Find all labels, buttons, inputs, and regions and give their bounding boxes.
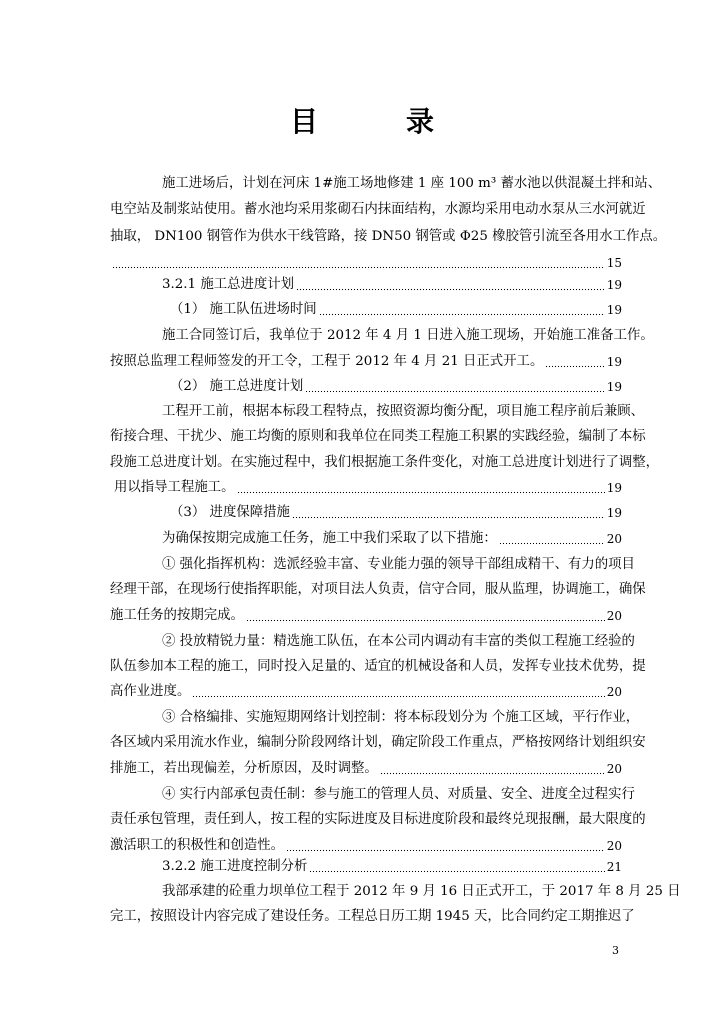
- toc-line: ② 投放精锐力量：精选施工队伍，在本公司内调动有丰富的类似工程施工经验的: [162, 634, 635, 649]
- toc-line: 队伍参加本工程的施工，同时投入足量的、适宜的机械设备和人员，发挥专业技术优势，提: [110, 659, 646, 674]
- toc-line: 电空站及制浆站使用。蓄水池均采用浆砌石内抹面结构，水源均采用电动水泵从三水河就近: [110, 202, 646, 217]
- toc-line: 段施工总进度计划。在实施过程中，我们根据施工条件变化，对施工总进度计划进行了调整，: [110, 455, 660, 470]
- toc-line: 各区域内采用流水作业，编制分阶段网络计划，确定阶段工作重点，严格按网络计划组织安: [110, 735, 646, 750]
- toc-line: [170, 375, 622, 399]
- dot-leader: [319, 307, 605, 316]
- toc-line: 工程开工前，根据本标段工程特点，按照资源均衡分配，项目施工程序前后兼顾、: [162, 404, 645, 419]
- toc-line-text: 按照总监理工程师签发的开工令，工程于 2012 年 4 月 21 日正式开工。: [110, 354, 544, 369]
- toc-page-number: 19: [606, 278, 622, 292]
- toc-page-number: 19: [606, 355, 622, 369]
- toc-page-number: 20: [606, 609, 622, 623]
- dot-leader: [292, 510, 605, 519]
- dot-leader: [286, 843, 605, 852]
- toc-line-text: （3） 进度保障措施: [170, 505, 290, 520]
- dot-leader: [305, 384, 604, 393]
- toc-line: [114, 476, 622, 500]
- toc-line: [110, 680, 622, 704]
- toc-page-number: 20: [606, 685, 622, 699]
- toc-line: [162, 855, 622, 879]
- toc-page-number: 21: [606, 860, 622, 874]
- toc-line-text: 为确保按期完成施工任务，施工中我们采取了以下措施：: [162, 531, 497, 546]
- dot-leader: [237, 485, 605, 494]
- toc-line-text: 3.2.2 施工进度控制分析: [162, 859, 308, 874]
- toc-line: [110, 350, 622, 374]
- toc-line: [110, 604, 622, 628]
- dot-leader: [112, 260, 605, 269]
- toc-line: [162, 527, 622, 551]
- page-number: 3: [612, 944, 619, 957]
- toc-page-number: 15: [606, 256, 622, 270]
- dot-leader: [296, 282, 605, 291]
- toc-page-number: 20: [606, 532, 622, 546]
- toc-line: 施工合同签订后，我单位于 2012 年 4 月 1 日进入施工现场，开始施工准备工作。: [162, 328, 654, 343]
- toc-line-text: （1） 施工队伍进场时间: [170, 302, 317, 317]
- toc-line-text: 3.2.1 施工总进度计划: [162, 277, 295, 292]
- toc-line: [170, 501, 622, 525]
- toc-line: [110, 251, 622, 275]
- dot-leader: [192, 689, 604, 698]
- toc-line-text: 排施工，若出现偏差，分析原因，及时调整。: [110, 761, 378, 776]
- toc-line-text: 施工任务的按期完成。: [110, 608, 244, 623]
- dot-leader: [309, 864, 604, 873]
- dot-leader: [246, 613, 605, 622]
- toc-line: 抽取， DN100 钢管作为供水干线管路，接 DN50 钢管或 Φ25 橡胶管引流至各用水工作点。: [110, 229, 667, 244]
- toc-page-number: 20: [606, 839, 622, 853]
- page-title: [0, 100, 724, 140]
- toc-line: ④ 实行内部承包责任制：参与施工的管理人员、对质量、安全、进度全过程实行: [162, 787, 635, 802]
- toc-line: 完工，按照设计内容完成了建设任务。工程总日历工期 1945 天，比合同约定工期推迟了: [110, 909, 635, 924]
- toc-line: 施工进场后，计划在河床 1#施工场地修建 1 座 100 m³ 蓄水池以供混凝土拌和站、: [162, 176, 662, 191]
- toc-page-number: 20: [606, 762, 622, 776]
- dot-leader: [499, 536, 605, 545]
- toc-line: ① 强化指挥机构：选派经验丰富、专业能力强的领导干部组成精干、有力的项目: [162, 557, 635, 572]
- toc-line: 经理干部，在现场行使指挥职能，对项目法人负责，信守合同，服从监理，协调施工，确保: [110, 582, 646, 597]
- toc-line: 衔接合理、干扰少、施工均衡的原则和我单位在同类工程施工积累的实践经验，编制了本标: [110, 429, 646, 444]
- toc-line: [162, 273, 622, 297]
- toc-page-number: 19: [606, 380, 622, 394]
- toc-page-number: 19: [606, 303, 622, 317]
- toc-page-number: 19: [606, 481, 622, 495]
- toc-line-text: （2） 施工总进度计划: [170, 379, 304, 394]
- toc-line-text: 激活职工的积极性和创造性。: [110, 838, 285, 853]
- toc-line: [110, 757, 622, 781]
- toc-line: ③ 合格编排、实施短期网络计划控制：将本标段划分为 个施工区域，平行作业，: [162, 710, 640, 725]
- toc-line: 责任承包管理，责任到人，按工程的实际进度及目标进度阶段和最终兑现报酬，最大限度的: [110, 812, 646, 827]
- toc-line: 我部承建的砼重力坝单位工程于 2012 年 9 月 16 日正式开工，于 2017 年 8 月 25 日: [162, 884, 681, 899]
- dot-leader: [380, 766, 605, 775]
- title-char-2: 录: [405, 105, 434, 138]
- title-char-1: 目: [289, 105, 318, 138]
- toc-line-text: 用以指导工程施工。: [114, 480, 235, 495]
- toc-line: [170, 298, 622, 322]
- toc-page-number: 19: [606, 506, 622, 520]
- dot-leader: [545, 359, 604, 368]
- toc-line-text: 高作业进度。: [110, 684, 191, 699]
